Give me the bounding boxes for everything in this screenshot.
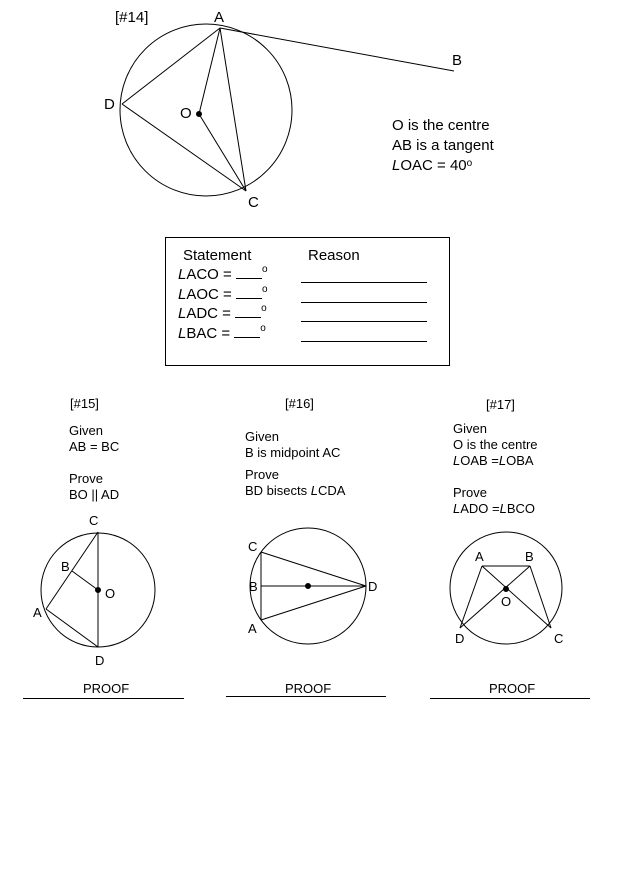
given-17-angle-b: OBA [506,453,534,468]
statement-reason-table [165,237,450,366]
given-17-label: Given [453,421,487,436]
problem-15-number: [#15] [70,396,99,411]
reason-blank[interactable] [301,302,427,303]
point-B-15: B [61,559,70,574]
degree-symbol: o [261,264,268,275]
row-statement: AOC = [186,286,232,303]
statement-header: Statement [183,247,252,264]
segment-BO [72,571,98,590]
point-D-17: D [455,631,465,646]
table-row [178,305,267,322]
reason-blank[interactable] [301,341,427,342]
point-C-14: C [248,194,259,211]
prove-16-prefix: BD bisects [245,483,311,498]
row-statement: ACO = [186,266,232,283]
proof-17-label: PROOF [489,681,536,696]
angle-symbol: L [178,325,187,342]
degree-symbol: o [261,284,268,295]
table-row [178,286,268,303]
row-statement: ADC = [186,305,231,322]
point-A-14: A [214,9,225,26]
point-D-16: D [368,579,378,594]
segment-AD-15 [46,609,98,647]
answer-blank[interactable] [236,286,262,299]
angle-symbol: L [310,483,318,498]
given-14-line-2: AB is a tangent [392,137,494,154]
answer-blank[interactable] [234,325,260,338]
circle-14 [120,24,292,196]
angle-symbol: L [392,157,401,174]
degree-symbol: o [260,323,266,334]
figure-17 [450,532,562,644]
given-17-angle-a: OAB = [460,453,499,468]
centre-O-14 [197,112,202,117]
prove-17-label: Prove [453,485,487,500]
reason-header: Reason [308,247,360,264]
figure-15 [41,532,155,647]
row-statement: BAC = [186,325,231,342]
table-row [178,325,266,342]
prove-16-suffix: CDA [317,483,346,498]
reason-blank[interactable] [301,282,427,283]
problem-14-number: [#14] [115,9,149,26]
problem-17-number: [#17] [486,397,515,412]
point-D-14: D [104,96,115,113]
segment-AC [220,28,246,191]
point-B-17: B [525,549,534,564]
problem-16-number: [#16] [285,396,314,411]
point-A-15: A [33,605,42,620]
point-D-15: D [95,653,105,668]
centre-O-15 [96,588,101,593]
prove-17-angle-a: ADO = [460,501,500,516]
prove-15-text: BO || AD [69,487,120,502]
given-14 [392,116,494,176]
given-14-line-1: O is the centre [392,117,490,134]
prove-17-text [453,501,535,517]
point-O-15: O [105,586,116,601]
given-15-label: Given [69,423,103,438]
given-17-line-2 [453,453,534,469]
given-16-text: B is midpoint AC [245,445,341,460]
angle-symbol: L [499,501,507,516]
degree-symbol: o [261,303,267,314]
chord-CA [46,532,98,609]
tangent-AB [220,28,454,71]
given-15-text: AB = BC [69,439,120,454]
segment-AD [122,28,220,104]
angle-symbol: L [178,286,187,303]
point-A-16: A [248,621,257,636]
given-14-angle [392,156,494,176]
segment-AD-16 [261,586,366,620]
point-O-14: O [180,105,192,122]
point-C-17: C [554,631,564,646]
segment-OC [199,114,246,191]
point-O-17: O [501,594,512,609]
given-16-label: Given [245,429,279,444]
given-17-line-1: O is the centre [453,437,538,452]
prove-17-angle-b: BCO [506,501,536,516]
angle-symbol: L [178,266,187,283]
centre-O-17 [504,587,509,592]
angle-symbol: L [178,305,187,322]
answer-blank[interactable] [236,266,262,279]
reason-blank[interactable] [301,321,427,322]
point-A-17: A [475,549,484,564]
prove-16-label: Prove [245,467,279,482]
point-C-16: C [248,539,258,554]
proof-16-line[interactable] [226,696,386,697]
point-C-15: C [89,513,99,528]
answer-blank[interactable] [235,305,261,318]
prove-15-label: Prove [69,471,103,486]
point-B-14: B [452,52,463,69]
proof-15-line[interactable] [23,698,184,699]
segment-CD [261,552,366,586]
proof-17-line[interactable] [430,698,590,699]
angle-symbol: L [498,453,507,468]
point-B-16: B [249,579,258,594]
angle-symbol: L [453,501,461,516]
proof-16-label: PROOF [285,681,332,696]
degree-symbol: o [466,158,473,169]
centre-16 [306,584,311,589]
table-row [178,266,268,283]
prove-16-text [245,483,345,499]
proof-15-label: PROOF [83,681,130,696]
given-angle-text: OAC = 40 [400,157,467,174]
segment-AO [199,28,220,114]
angle-symbol: L [453,453,461,468]
figure-16 [250,528,366,644]
